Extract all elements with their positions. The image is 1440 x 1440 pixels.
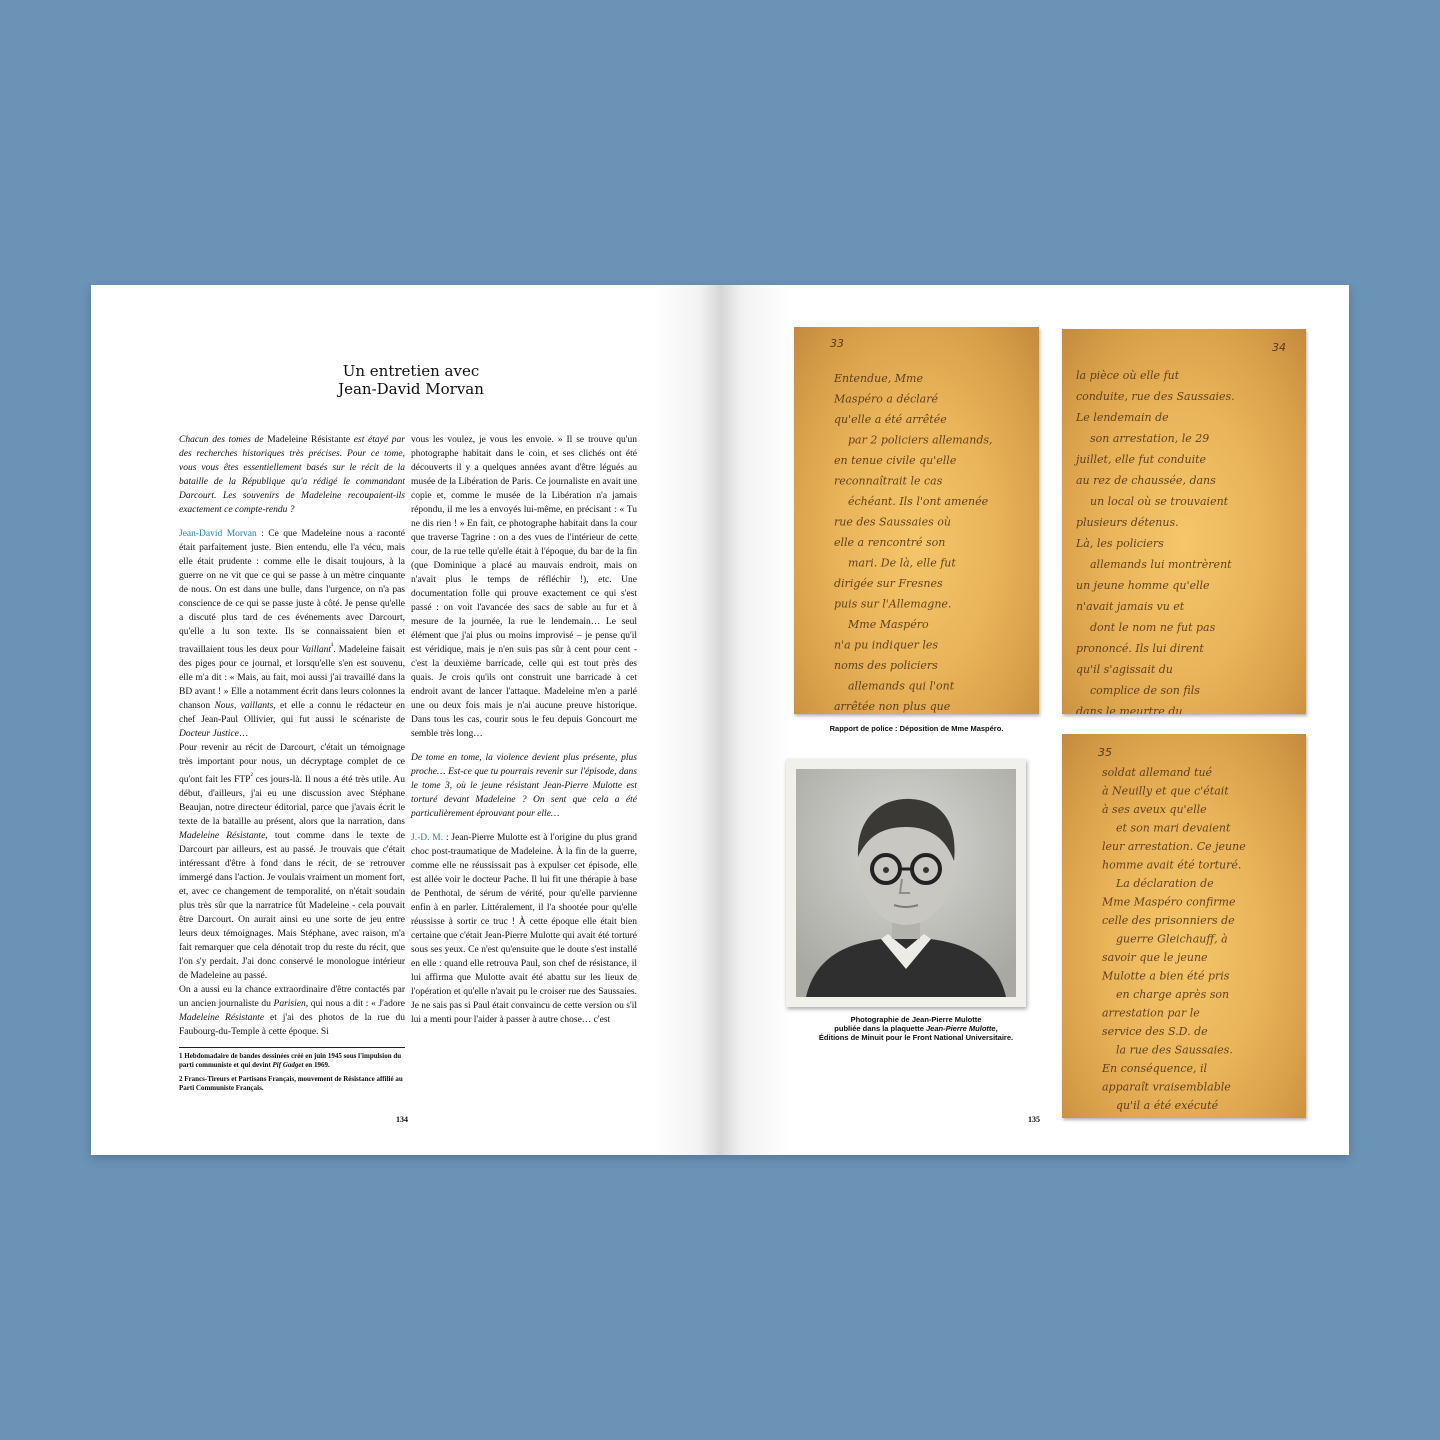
handwritten-line: conduite, rue des Saussaies. (1076, 390, 1235, 403)
question-2: De tome en tome, la violence devient plus présente, plus proche… Est-ce que tu pourrais revenir sur l'épisode, dans le tome 3, où le jeune résistant Jean-Pierre Mulotte est torturé devant Madeleine ? On sent que cela a été particulièrement éprouvant pour elle… (411, 753, 637, 819)
handwritten-line: leur arrestation. Ce jeune (1102, 840, 1246, 853)
text-column-2 (411, 433, 637, 1027)
article-title (271, 362, 551, 398)
portrait-image (796, 769, 1016, 997)
answer-2: J.-D. M. : Jean-Pierre Mulotte est à l'origine du plus grand choc post-traumatique de Madeleine. À la fin de la guerre, comme elle ne réussissait pas à expulser cet épisode, elle est allée voir le docteur Pache. Il lui fit une thérapie à base de Penthotal, de sérum de vérité, pour qu'elle parvienne enfin à en parler. Littéralement, il l'a shootée pour qu'elle réussisse à sortir ce truc ! À cette époque elle était bien certaine que c'était Jean-Pierre Mulotte qui avait été torturé sous ses yeux. Ce n'est qu'ensuite que le doute s'est installé en elle : quand elle retrouva Paul, son chef de résistance, il lui affirma que Mulotte avait été abattu sur les lieux de l'opération et qu'elle n'avait pu le croiser rue des Saussaies. Je ne sais pas si Paul était convaincu de cette version ou s'il lui a menti pour l'aider à passer à autre chose… c'est (411, 833, 637, 1025)
handwritten-line: en charge après son (1116, 988, 1230, 1001)
handwritten-line: qu'il a été exécuté (1116, 1099, 1219, 1112)
handwritten-line: son arrestation, le 29 (1090, 432, 1210, 445)
handwritten-line: par 2 policiers allemands, (848, 433, 993, 447)
handwritten-line: la rue des Saussaies. (1116, 1043, 1233, 1057)
handwritten-line: mari. De là, elle fut (848, 556, 956, 570)
handwritten-line: rue des Saussaies où (834, 515, 951, 529)
handwritten-text (794, 327, 1039, 714)
magazine-spread (91, 285, 1349, 1155)
handwritten-line: qu'il s'agissait du (1076, 663, 1173, 676)
handwritten-line: dont le nom ne fut pas (1090, 621, 1216, 634)
handwritten-line: en tenue civile qu'elle (834, 454, 957, 467)
doc-page-number: 34 (1272, 341, 1286, 354)
handwritten-line: n'a pu indiquer les (834, 638, 939, 652)
handwritten-line: juillet, elle fut conduite (1076, 453, 1207, 466)
police-report-page-35 (1062, 734, 1306, 1118)
handwritten-line: n'avait jamais vu et (1076, 600, 1185, 613)
caption-photo: Photographie de Jean-Pierre Mulotte publiée dans la plaquette Jean-Pierre Mulotte, Éditions de Minuit pour le Front National Universitaire. (818, 1015, 1014, 1042)
handwritten-line: échéant. Ils l'ont amenée (848, 495, 989, 508)
handwritten-line: et son mari devaient (1116, 821, 1231, 835)
answer-1-paragraph-1: Jean-David Morvan : Ce que Madeleine nous a raconté était parfaitement juste. Bien entendu, elle l'a vécu, mais elle était prudente : comme elle le disait toujours, à la guerre on ne vit que ce qui se passe à un mètre cinquante de nous. On est dans une bulle, dans l'urgence, on n'a pas conscience de ce qui se passe juste à côté. Je pense qu'elle a discuté plus tard de ces événements avec Darcourt, qu'elle a lu son texte. Ils se connaissaient bien et travaillaient tous les deux pour Vaillant$^{^1}$. Madeleine faisait des piges pour ce journal, et lorsqu'elle s'en est souvenu, elle m'a dit : « Mais, au fait, moi aussi j'ai travaillé dans la BD avant ! » Elle a notamment écrit dans leurs colonnes la chanson Nous, vaillants, et elle a connu le rédacteur en chef Jean-Paul Ollivier, qui fut aussi le scénariste de Docteur Justice… (179, 529, 405, 740)
page-number-left: 134 (396, 1115, 408, 1124)
doc-page-number: 33 (830, 337, 844, 350)
handwritten-line: allemands lui montrèrent (1090, 558, 1232, 571)
handwritten-line: puis sur l'Allemagne. (834, 597, 952, 611)
footnote-divider (179, 1047, 405, 1048)
handwritten-line: allemands qui l'ont (848, 679, 955, 693)
handwritten-line: dirigée sur Fresnes (834, 577, 943, 590)
answer-1-paragraph-3: On a aussi eu la chance extraordinaire d'être contactés par un ancien journaliste du Parisien, qui nous a dit : « J'adore Madeleine Résistante et j'ai des photos de la rue du Faubourg-du-Temple à cette époque. Si (179, 985, 406, 1038)
page-gutter (651, 285, 791, 1155)
handwritten-line: celle des prisonniers de (1102, 914, 1235, 927)
handwritten-line: apparaît vraisemblable (1102, 1080, 1231, 1094)
handwritten-line: prononcé. Ils lui dirent (1076, 642, 1204, 655)
portrait-photo (786, 759, 1026, 1007)
police-report-page-33 (794, 327, 1039, 714)
footnote-1: 1 Hebdomadaire de bandes dessinées créé en juin 1945 sous l'impulsion du parti communiste et qui devint Pif Gadget en 1969. (179, 1052, 402, 1069)
title-line-1: Un entretien avec (342, 362, 480, 380)
handwritten-line: Maspéro a déclaré (834, 392, 939, 406)
text-column-1 (179, 433, 405, 1039)
handwritten-text (1062, 329, 1306, 714)
handwritten-line: La déclaration de (1116, 877, 1214, 890)
handwritten-line: plusieurs détenus. (1076, 516, 1179, 529)
handwritten-line: complice de son fils (1090, 684, 1200, 697)
handwritten-line: soldat allemand tué (1102, 766, 1213, 779)
handwritten-line: Mulotte a bien été pris (1102, 969, 1230, 983)
handwritten-text (1062, 734, 1306, 1118)
handwritten-line: reconnaîtrait le cas (834, 474, 943, 488)
handwritten-line: service des S.D. de (1102, 1025, 1208, 1038)
answer-1-continued: vous les voulez, je vous les envoie. » Il se trouve qu'un photographe habitait dans le coin, et ses clichés ont été découverts il y a quelques années avant d'être légués au musée de la Libération de Paris. Ce journaliste en avait une copie et, comme le musée de la Libération n'a jamais répondu, il me les a envoyés lui-même, en précisant : « Tu ne dis rien ! » En fait, ce photographe habitait dans la cour que traverse Tagrine : on a des vues de l'intérieur de cette cour, de la rue telle qu'elle était à l'époque, du bar de la fin (que Dominique a placé au mauvais endroit, mais on n'avait plus le temps de réfléchir !), etc. Une documentation folle qui prouve exactement ce qui s'est passé : on voit l'avancée des sacs de sable au fur et à mesure de la journée, la rue le lendemain… Le seul élément que j'ai plus ou moins improvisé – je pense qu'il est véridique, mais je n'en suis pas sûr à cent pour cent - c'est la deuxième barricade, celle qui est tout près des quais. Je crois qu'ils ont construit une barricade à cet endroit avant de lancer l'attaque. Madeleine m'en a parlé une ou deux fois mais je n'ai aucune preuve historique. Dans tous les cas, courir sous le feu depuis Goncourt me semble très long… (411, 435, 637, 739)
caption-police-report: Rapport de police : Déposition de Mme Maspéro. (829, 724, 1004, 733)
handwritten-line: à Neuilly et que c'était (1102, 784, 1229, 798)
doc-page-number: 35 (1098, 746, 1112, 759)
handwritten-line: la pièce où elle fut (1076, 369, 1180, 382)
handwritten-line: elle a rencontré son (834, 536, 946, 549)
handwritten-line: qu'elle a été arrêtée (834, 413, 947, 426)
question-1: Chacun des tomes de Madeleine Résistante est étayé par des recherches historiques très précises. Pour ce tome, vous vous êtes essentiellement basés sur le récit de la bataille de la République qu'a rédigé le commandant Darcourt. Les souvenirs de Madeleine recoupaient-ils exactement ce compte-rendu ? (179, 435, 405, 515)
speaker-initials: J.-D. M. (411, 833, 444, 843)
handwritten-line: noms des policiers (834, 659, 938, 672)
handwritten-line: Mme Maspéro (848, 618, 929, 631)
page-number-right: 135 (1028, 1115, 1040, 1124)
handwritten-line: guerre Gleichauff, à (1116, 932, 1228, 946)
title-line-2: Jean-David Morvan (338, 380, 484, 398)
handwritten-line: Entendue, Mme (834, 372, 923, 385)
handwritten-line: homme avait été torturé. (1102, 858, 1242, 872)
handwritten-line: au rez de chaussée, dans (1076, 474, 1216, 487)
handwritten-line: dans le meurtre du (1076, 705, 1183, 714)
police-report-page-34 (1062, 329, 1306, 714)
handwritten-line: Mme Maspéro confirme (1102, 895, 1236, 909)
handwritten-line: arrêtée non plus que (834, 700, 951, 713)
handwritten-line: En conséquence, il (1102, 1062, 1208, 1075)
handwritten-line: un jeune homme qu'elle (1076, 579, 1210, 592)
handwritten-line: un local où se trouvaient (1090, 495, 1229, 508)
handwritten-line: à ses aveux qu'elle (1102, 803, 1207, 816)
handwritten-line: Là, les policiers (1076, 537, 1164, 550)
footnote-2: 2 Francs-Tireurs et Partisans Français, mouvement de Résistance affilié au Parti Communiste Français. (179, 1075, 403, 1092)
handwritten-line: savoir que le jeune (1102, 951, 1208, 964)
handwritten-line: Le lendemain de (1076, 411, 1169, 424)
handwritten-line: arrestation par le (1102, 1006, 1200, 1020)
answer-1-paragraph-2: Pour revenir au récit de Darcourt, c'était un témoignage très important pour nous, un décryptage complet de ce qu'ont fait les $FTP^{^2}$ ces jours-là. Il nous a été très utile. Au début, d'ailleurs, j'ai eu une discussion avec Stéphane Beaujan, notre directeur éditorial, parce que j'avais écrit le texte de la bataille au présent, alors que la narration, dans Madeleine Résistante, tout comme dans le texte de Darcourt par ailleurs, est au passé. Je trouvais que c'était intéressant d'être à fond dans le récit, de se retrouver immergé dans l'action. Je voulais vraiment un moment fort, et, avec ce changement de temporalité, on n'était soudain plus très sûr que la narratrice fût Madeleine - cela pouvait être Darcourt. On aurait ainsi eu une sorte de jeu entre leurs deux témoignages. Mais Stéphane, avec raison, m'a fait remarquer que cela dénotait trop du reste du récit, que l'on s'y perdait. J'ai donc conservé le monologue intérieur de Madeleine au passé. (179, 743, 405, 982)
speaker-name: Jean-David Morvan (179, 529, 257, 539)
